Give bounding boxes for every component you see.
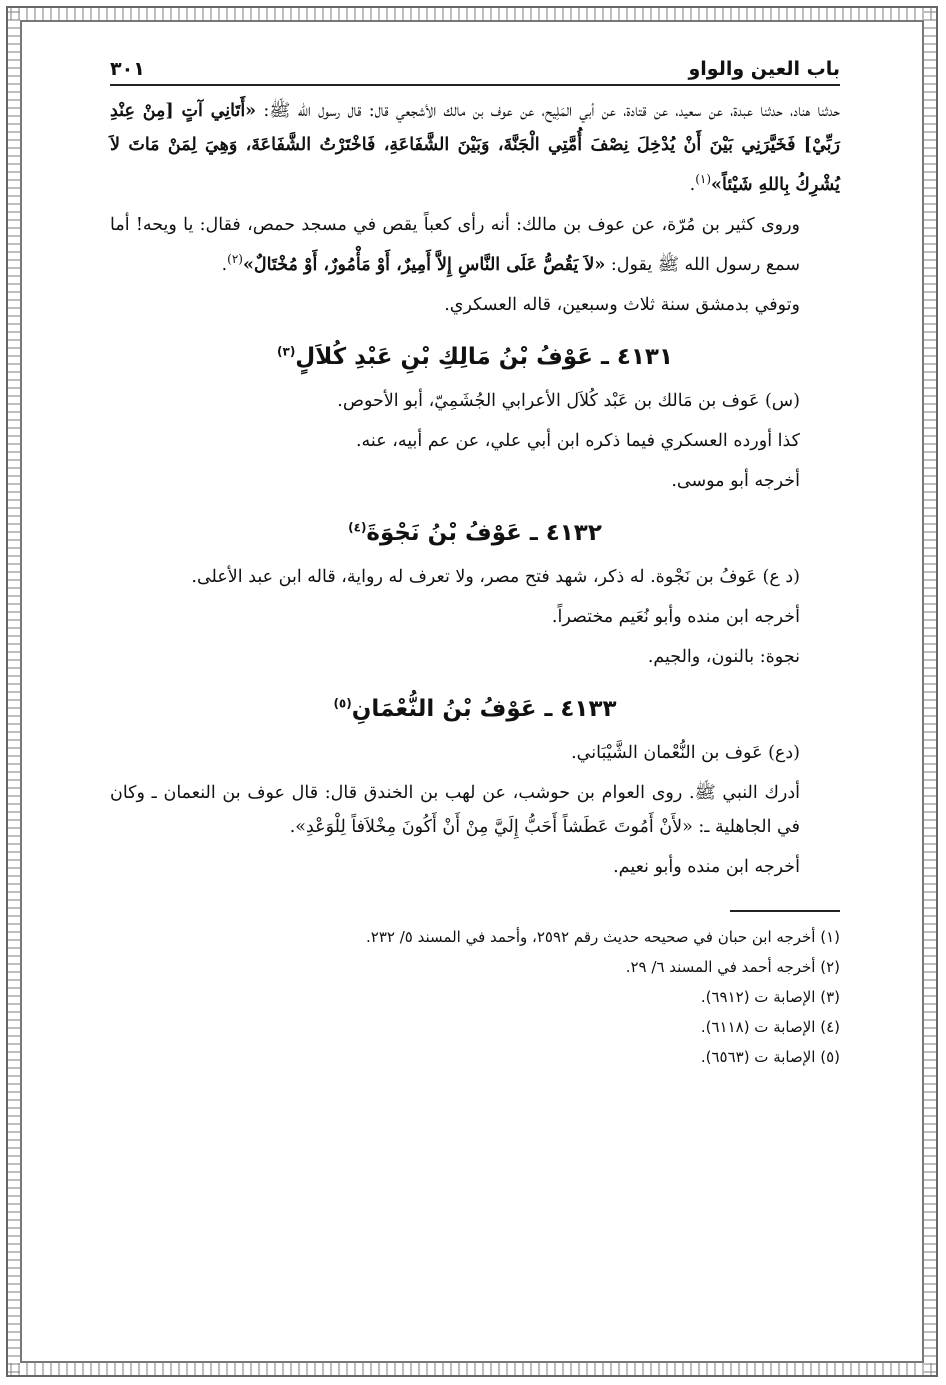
page-number: ٣٠١ [110, 58, 145, 80]
footnote: (٢) أخرجه أحمد في المسند ٦/ ٢٩. [625, 957, 840, 976]
entry-line: كذا أورده العسكري فيما ذكره ابن أبي علي، عن عم أبيه، عنه. [355, 430, 800, 451]
entry-line: أخرجه أبو موسى. [671, 470, 800, 491]
entry-line: أخرجه ابن منده وأبو نُعَيم مختصراً. [551, 606, 800, 627]
running-title: باب العين والواو [688, 58, 840, 80]
hadith-quote: «لاَ يَقُصُّ عَلَى النَّاسِ إِلاَّ أَمِيرٌ، أَوْ مَأْمُورٌ، أَوْ مُخْتَالٌ» [242, 254, 606, 275]
entry-line: أخرجه ابن منده وأبو نعيم. [613, 856, 800, 877]
footnote-ref: (٣) [277, 344, 296, 358]
footnote: (٤) الإصابة ت (٦١١٨). [700, 1017, 840, 1036]
entry-line: (دع) عَوف بن النُّعْمان الشَّيْبَاني. [571, 742, 800, 763]
footnote: (٥) الإصابة ت (٦٥٦٣). [700, 1047, 840, 1066]
entry-line: نجوة: بالنون، والجيم. [647, 646, 800, 667]
footnote-ref: (٥) [333, 696, 352, 710]
page-content [110, 58, 840, 1072]
entry-line: أدرك النبي ﷺ. روى العوام بن حوشب، عن لهب بن الخندق قال: قال عوف بن النعمان ـ وكان في الجاهلية ـ: «لأَنْ أَمُوتَ عَطَشاً أَحَبُّ إِلَيَّ مِنْ أَنْ أَكُونَ مِخْلاَفاً لِلْوَعْدِ». [110, 782, 800, 837]
hadith-quote: «أَتَانِي آتٍ [مِنْ عِنْدِ رَبِّيْ] فَخَيَّرَنِي بَيْنَ أَنْ يُدْخِلَ نِصْفَ أُمَّتِي الْجَنَّةَ، وَبَيْنَ الشَّفَاعَةِ، فَاخْتَرْتُ الشَّفَاعَةَ، وَهِيَ لِمَنْ مَاتَ لاَ يُشْرِكُ بِاللهِ شَيْئاً» [110, 101, 840, 195]
footnote-ref: (٢) [227, 251, 243, 266]
entry-title-4132: ٤١٣٢ ـ عَوْفُ بْنُ نَجْوَةَ$^{(٤)}$ [348, 519, 602, 546]
page-header [110, 58, 840, 86]
entry-title-4131: ٤١٣١ ـ عَوْفُ بْنُ مَالِكِ بْنِ عَبْدِ كُلاَلٍ$^{(٣)}$ [277, 343, 673, 370]
footnote-divider [730, 910, 840, 912]
paragraph-death-note: وتوفي بدمشق سنة ثلاث وسبعين، قاله العسكري. [444, 294, 800, 315]
entry-title-4133: ٤١٣٣ ـ عَوْفُ بْنُ النُّعْمَانِ$^{(٥)}$ [333, 695, 617, 722]
footnote: (٣) الإصابة ت (٦٩١٢). [700, 987, 840, 1006]
footnote: (١) أخرجه ابن حبان في صحيحه حديث رقم ٢٥٩٢، وأحمد في المسند ٥/ ٢٣٢. [366, 927, 840, 946]
entry-line: (س) عَوف بن مَالك بن عَبْد كُلاَل الأعرابي الجُشَمِيّ، أبو الأحوص. [337, 390, 800, 411]
entry-line: (د ع) عَوفُ بن نَجْوة. له ذكر، شهد فتح مصر، ولا تعرف له رواية، قاله ابن عبد الأعلى. [191, 566, 800, 587]
footnote-ref: (٤) [348, 520, 367, 534]
paragraph-hadith-2: وروى كثير بن مُرّة، عن عوف بن مالك: أنه رأى كعباً يقص في مسجد حمص، فقال: يا ويحه! أما سمع رسول الله ﷺ يقول: «لاَ يَقُصُّ عَلَى النَّاسِ إِلاَّ أَمِيرٌ، أَوْ مَأْمُورٌ، أَوْ مُخْتَالٌ»$^{(٢)}$. [110, 214, 800, 275]
footnote-ref: (١) [695, 172, 712, 186]
paragraph-hadith-1: حدثنا هناد، حدثنا عبدة، عن سعيد، عن قتادة، عن أبي المَلِيح، عن عوف بن مالك الأشجعي قال: قال رسول الله ﷺ: «أَتَانِي آتٍ [مِنْ عِنْدِ رَبِّيْ] فَخَيَّرَنِي بَيْنَ أَنْ يُدْخِلَ نِصْفَ أُمَّتِي الْجَنَّةَ، وَبَيْنَ الشَّفَاعَةِ، فَاخْتَرْتُ الشَّفَاعَةَ، وَهِيَ لِمَنْ مَاتَ لاَ يُشْرِكُ بِاللهِ شَيْئاً»$^{(١)}$. [110, 101, 840, 195]
